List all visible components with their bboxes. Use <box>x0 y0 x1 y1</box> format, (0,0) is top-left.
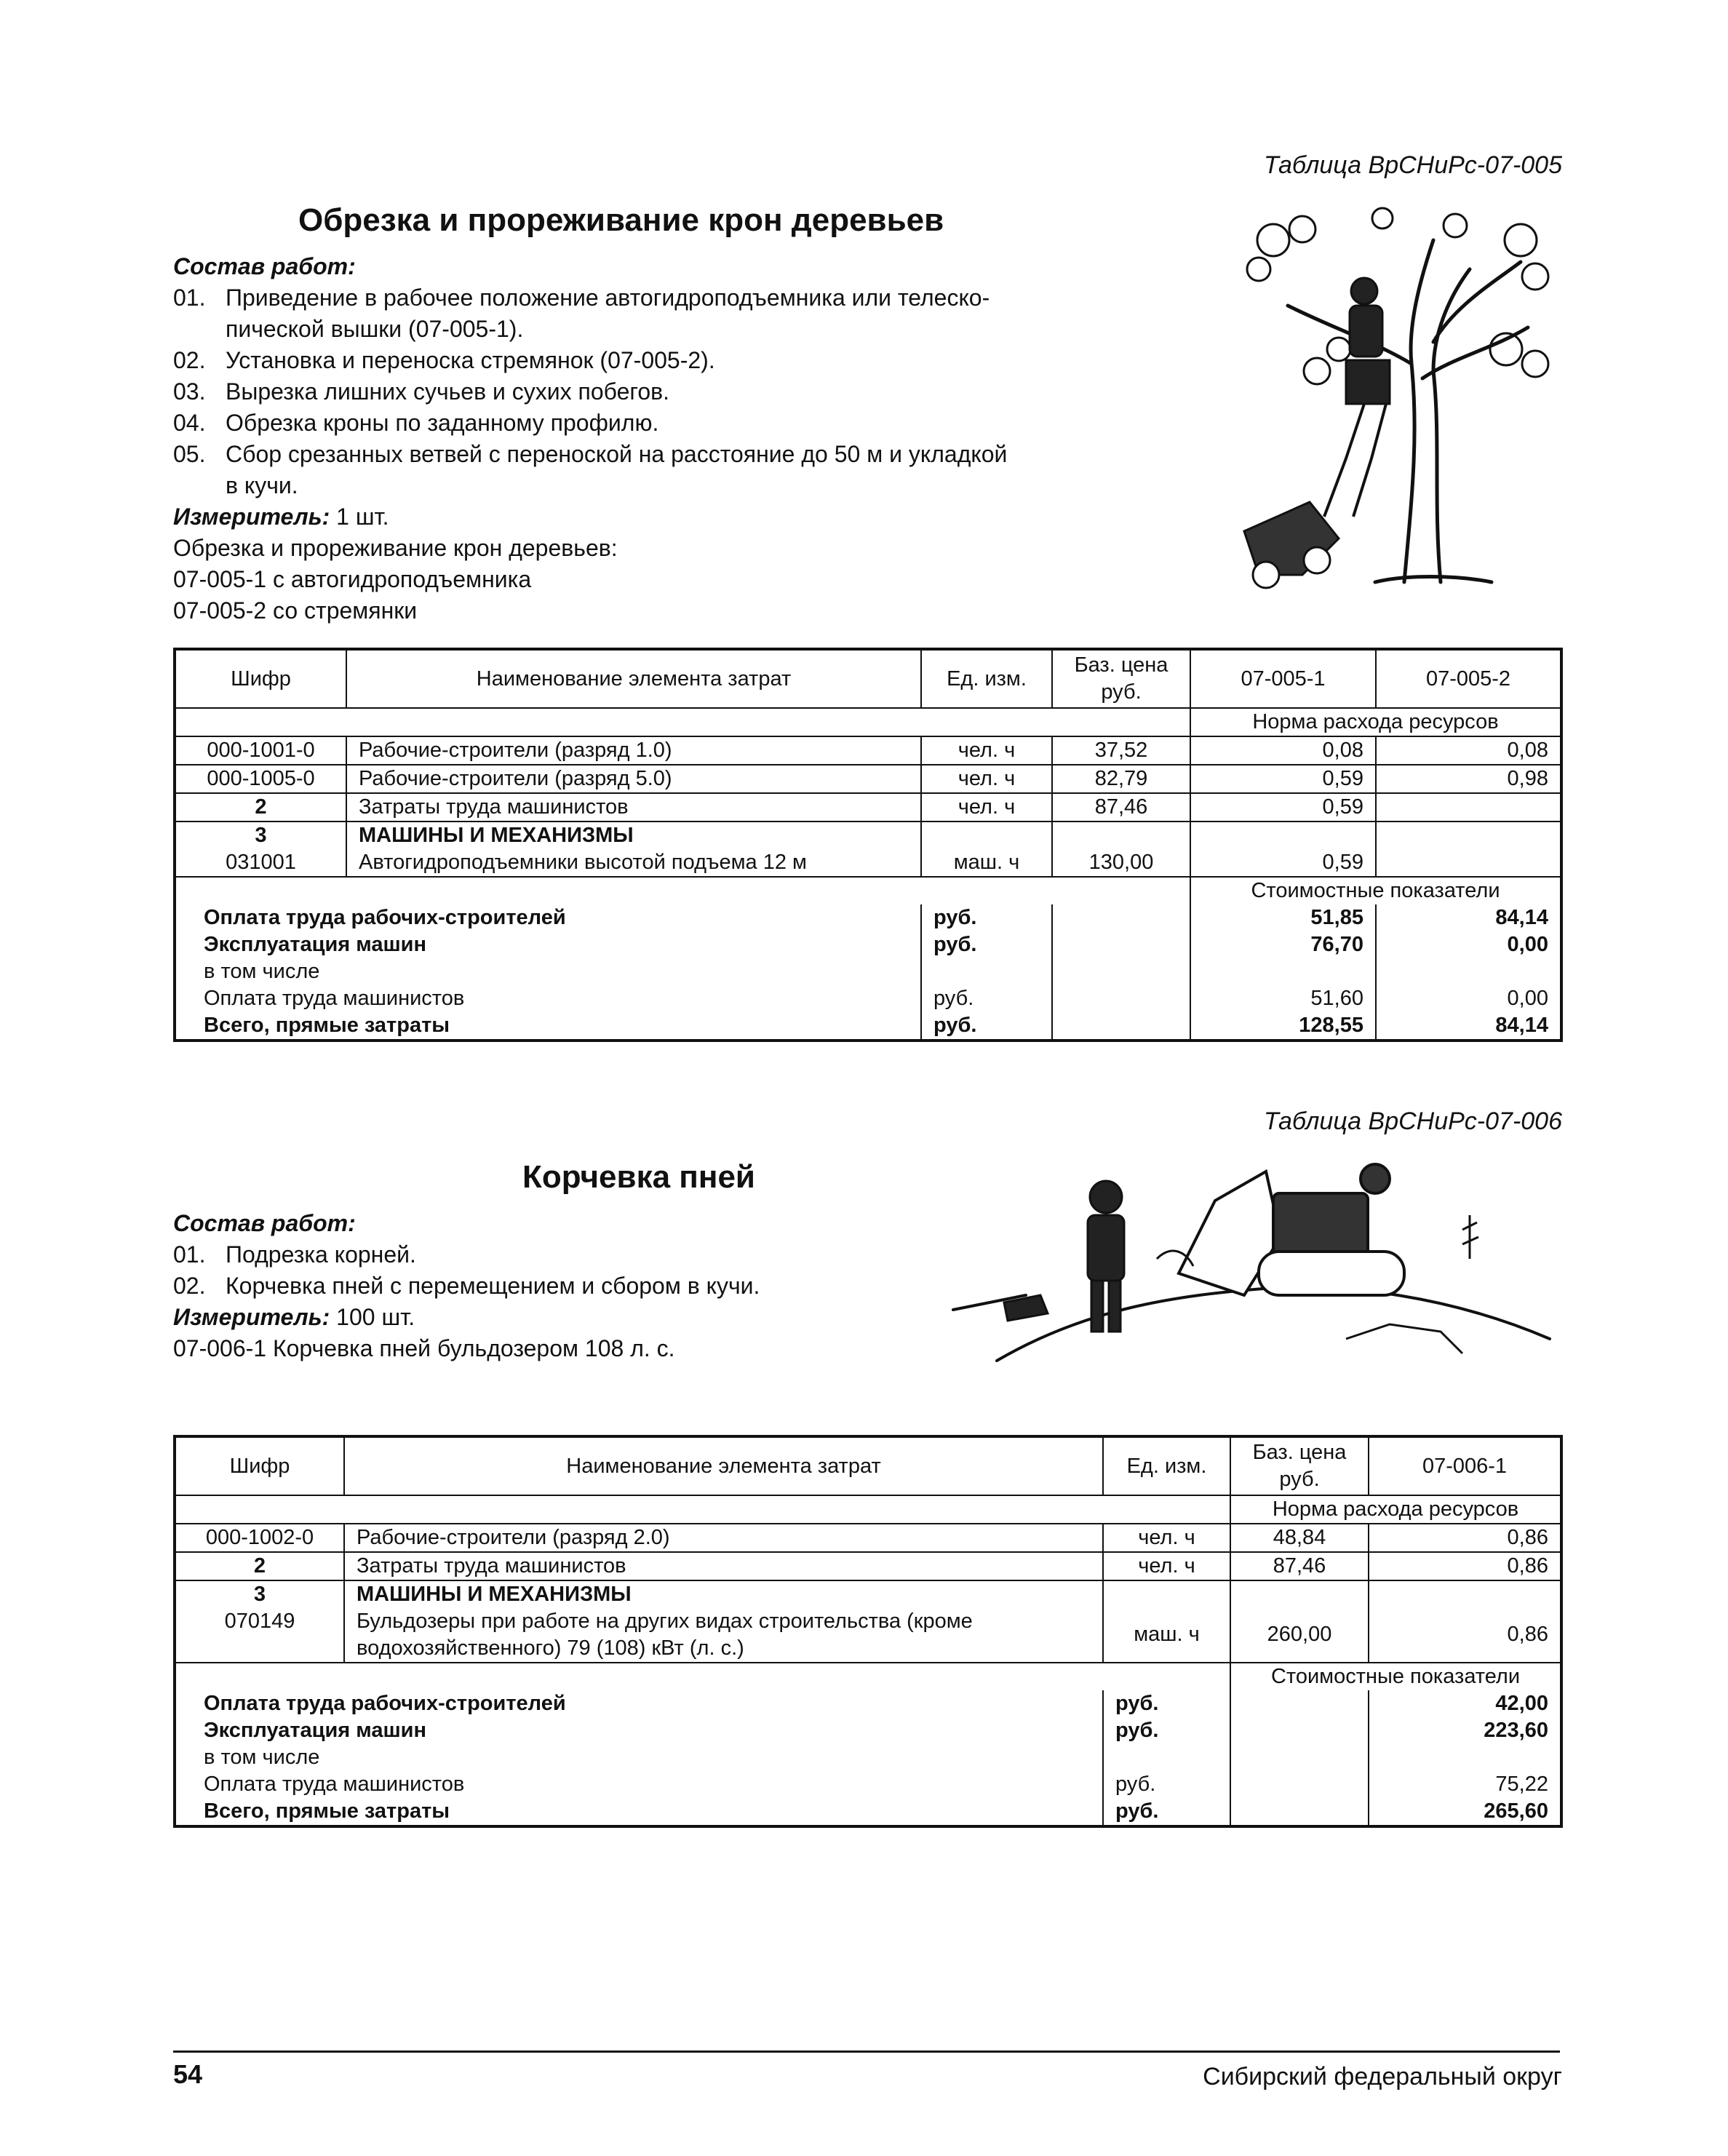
variant-line: Обрезка и прореживание крон деревьев: <box>173 535 618 561</box>
table-cell: маш. ч <box>921 849 1052 877</box>
table-cell: Рабочие-строители (разряд 1.0) <box>346 736 921 765</box>
header-code: Шифр <box>175 1436 344 1495</box>
table-cell: Рабочие-строители (разряд 5.0) <box>346 765 921 793</box>
composition-label: Состав работ: <box>173 253 356 279</box>
table-cell: Эксплуатация машин <box>204 1719 427 1742</box>
header-col1: 07-006-1 <box>1369 1436 1561 1495</box>
table-cell: 51,60 <box>1190 985 1376 1012</box>
work-list <box>173 282 1141 501</box>
work-number: 04. <box>173 410 206 436</box>
table-cell: 000-1005-0 <box>175 765 346 793</box>
norm-label: Норма расхода ресурсов <box>1190 708 1561 736</box>
list-item <box>173 376 1141 407</box>
cost-row <box>175 1744 1561 1771</box>
table-cell: 42,00 <box>1369 1690 1561 1717</box>
table-cell: Всего, прямые затраты <box>204 1799 450 1823</box>
work-composition-07-006 <box>173 1208 974 1364</box>
table-cell: 84,14 <box>1376 904 1561 931</box>
table-cell: 87,46 <box>1230 1552 1369 1580</box>
table-cell: 2 <box>175 793 346 822</box>
table-cell: в том числе <box>204 1746 320 1769</box>
cost-row <box>175 1717 1561 1744</box>
table-cell: руб. <box>1103 1798 1230 1826</box>
table-cell: Затраты труда машинистов <box>346 793 921 822</box>
table-cell <box>1103 1744 1230 1771</box>
work-text: Корчевка пней с перемещением и сбором в кучи. <box>226 1273 760 1299</box>
table-row <box>175 1580 1561 1663</box>
table-cell: 031001 <box>226 851 296 874</box>
header-col2: 07-005-2 <box>1376 649 1561 708</box>
work-text: Подрезка корней. <box>226 1241 416 1268</box>
variant-lines <box>173 1333 974 1364</box>
table-cell: 51,85 <box>1190 904 1376 931</box>
cost-row <box>175 931 1561 958</box>
header-col1: 07-005-1 <box>1190 649 1376 708</box>
table-row <box>175 765 1561 793</box>
table-cell: 76,70 <box>1190 931 1376 958</box>
table-cell: руб. <box>1103 1771 1230 1798</box>
bulldozer-stump-illustration <box>939 1150 1572 1397</box>
table-cell: Стоимостные показатели <box>1190 877 1561 904</box>
table-cell: Оплата труда рабочих-строителей <box>204 1692 566 1715</box>
list-item <box>173 282 1141 345</box>
work-text: Обрезка кроны по заданному профилю. <box>226 410 659 436</box>
table-cell: 128,55 <box>1190 1012 1376 1041</box>
cost-table-07-005 <box>173 648 1563 1042</box>
variant-line: 07-005-1 с автогидроподъемника <box>173 566 532 592</box>
table-row <box>175 736 1561 765</box>
work-text: Приведение в рабочее положение автогидроподъемника или телеско- пической вышки (07-005-1). <box>226 285 990 342</box>
composition-label: Состав работ: <box>173 1210 356 1236</box>
cost-table-07-006 <box>173 1435 1563 1828</box>
table-row <box>175 877 1561 904</box>
table-cell: 0,59 <box>1190 793 1376 822</box>
work-number: 02. <box>173 1273 206 1299</box>
table-cell: руб. <box>921 904 1052 931</box>
table-cell: чел. ч <box>921 765 1052 793</box>
header-name: Наименование элемента затрат <box>346 649 921 708</box>
table-cell <box>1376 793 1561 822</box>
work-text: Сбор срезанных ветвей с переноской на расстояние до 50 м и укладкой в кучи. <box>226 441 1008 498</box>
table-cell <box>344 1580 1103 1663</box>
table-cell: 0,86 <box>1369 1524 1561 1552</box>
cost-row <box>175 1771 1561 1798</box>
table-cell: 87,46 <box>1052 793 1190 822</box>
work-composition-07-005 <box>173 251 1141 626</box>
table-cell: 82,79 <box>1052 765 1190 793</box>
page-number: 54 <box>173 2059 203 2089</box>
machines-code: 3 <box>253 1583 266 1606</box>
table-row <box>175 793 1561 822</box>
table-cell: Оплата труда рабочих-строителей <box>204 906 566 929</box>
table-cell: 0,08 <box>1190 736 1376 765</box>
header-name: Наименование элемента затрат <box>344 1436 1103 1495</box>
list-item <box>173 407 1141 439</box>
table-cell <box>1190 958 1376 985</box>
machine-name: Бульдозеры при работе на других видах строительства (кроме водохозяйственного) 79 (108) кВт (л. с.) <box>357 1610 973 1660</box>
table-cell: 130,00 <box>1052 849 1190 877</box>
table-row <box>175 1552 1561 1580</box>
table-cell: 2 <box>175 1552 344 1580</box>
table-cell <box>921 958 1052 985</box>
table-cell: чел. ч <box>1103 1524 1230 1552</box>
table-cell: 223,60 <box>1369 1717 1561 1744</box>
header-unit: Ед. изм. <box>1103 1436 1230 1495</box>
norm-label: Норма расхода ресурсов <box>1230 1495 1561 1524</box>
tree-pruning-illustration <box>1215 196 1557 604</box>
table-row <box>175 849 1561 877</box>
table-label-07-006: Таблица ВрСНиРс-07-006 <box>1263 1107 1562 1135</box>
table-cell: чел. ч <box>1103 1552 1230 1580</box>
table-cell: 0,59 <box>1190 765 1376 793</box>
section-title-07-006: Корчевка пней <box>522 1159 755 1195</box>
table-cell: руб. <box>921 985 1052 1012</box>
list-item <box>173 1270 974 1302</box>
header-price: Баз. цена руб. <box>1230 1436 1369 1495</box>
variant-line: 07-006-1 Корчевка пней бульдозером 108 л. с. <box>173 1335 675 1361</box>
cost-row <box>175 1690 1561 1717</box>
cost-row <box>175 1798 1561 1826</box>
work-number: 01. <box>173 285 206 311</box>
table-cell: 0,98 <box>1376 765 1561 793</box>
table-cell: руб. <box>1103 1690 1230 1717</box>
table-cell: Оплата труда машинистов <box>204 1773 465 1796</box>
table-cell: Стоимостные показатели <box>1230 1663 1561 1690</box>
meter-line: Измеритель: 1 шт. <box>173 504 389 530</box>
work-text: Вырезка лишних сучьев и сухих побегов. <box>226 378 670 405</box>
table-cell <box>175 1580 344 1663</box>
work-list <box>173 1239 974 1302</box>
variant-line: 07-005-2 со стремянки <box>173 597 418 624</box>
work-number: 01. <box>173 1241 206 1268</box>
section-title-07-005: Обрезка и прореживание крон деревьев <box>298 202 944 238</box>
footer-region: Сибирский федеральный округ <box>1203 2063 1562 2091</box>
cost-row <box>175 958 1561 985</box>
table-row <box>175 822 1561 849</box>
work-number: 05. <box>173 441 206 467</box>
table-cell: 0,86 <box>1369 1580 1561 1663</box>
table-cell: 84,14 <box>1376 1012 1561 1041</box>
table-cell: чел. ч <box>921 736 1052 765</box>
table-cell: Эксплуатация машин <box>204 933 427 956</box>
machine-code: 070149 <box>224 1610 295 1633</box>
table-cell: 265,60 <box>1369 1798 1561 1826</box>
table-cell: 0,86 <box>1369 1552 1561 1580</box>
table-cell: в том числе <box>204 960 320 983</box>
meter-line: Измеритель: 100 шт. <box>173 1304 415 1330</box>
table-cell: 0,59 <box>1190 849 1376 877</box>
table-cell: маш. ч <box>1103 1580 1230 1663</box>
table-cell: чел. ч <box>921 793 1052 822</box>
table-cell: 75,22 <box>1369 1771 1561 1798</box>
table-cell <box>1376 849 1561 877</box>
list-item <box>173 439 1141 501</box>
variant-lines <box>173 533 1141 626</box>
table-cell <box>1369 1744 1561 1771</box>
footer-rule <box>173 2050 1560 2053</box>
table-row <box>175 1663 1561 1690</box>
table-cell: 3 <box>175 822 346 849</box>
table-cell: 0,00 <box>1376 985 1561 1012</box>
cost-row <box>175 985 1561 1012</box>
table-row <box>175 1524 1561 1552</box>
table-cell: 000-1002-0 <box>175 1524 344 1552</box>
table-cell: МАШИНЫ И МЕХАНИЗМЫ <box>346 822 921 849</box>
table-cell: руб. <box>1103 1717 1230 1744</box>
work-number: 03. <box>173 378 206 405</box>
table-cell: 37,52 <box>1052 736 1190 765</box>
table-cell: Всего, прямые затраты <box>204 1014 450 1037</box>
cost-row <box>175 904 1561 931</box>
table-cell: руб. <box>921 931 1052 958</box>
header-price: Баз. цена руб. <box>1052 649 1190 708</box>
machines-label: МАШИНЫ И МЕХАНИЗМЫ <box>357 1583 632 1606</box>
table-cell <box>1376 958 1561 985</box>
table-cell: Оплата труда машинистов <box>204 987 465 1010</box>
table-cell: 260,00 <box>1230 1580 1369 1663</box>
list-item <box>173 345 1141 376</box>
list-item <box>173 1239 974 1270</box>
table-cell: 0,08 <box>1376 736 1561 765</box>
table-cell: Затраты труда машинистов <box>344 1552 1103 1580</box>
table-cell: Рабочие-строители (разряд 2.0) <box>344 1524 1103 1552</box>
table-cell: Автогидроподъемники высотой подъема 12 м <box>346 849 921 877</box>
header-unit: Ед. изм. <box>921 649 1052 708</box>
cost-row <box>175 1012 1561 1041</box>
table-cell: 48,84 <box>1230 1524 1369 1552</box>
table-cell: руб. <box>921 1012 1052 1041</box>
table-cell: 0,00 <box>1376 931 1561 958</box>
table-cell: 000-1001-0 <box>175 736 346 765</box>
work-number: 02. <box>173 347 206 373</box>
header-code: Шифр <box>175 649 346 708</box>
table-label-07-005: Таблица ВрСНиРс-07-005 <box>1263 151 1562 179</box>
work-text: Установка и переноска стремянок (07-005-2). <box>226 347 715 373</box>
